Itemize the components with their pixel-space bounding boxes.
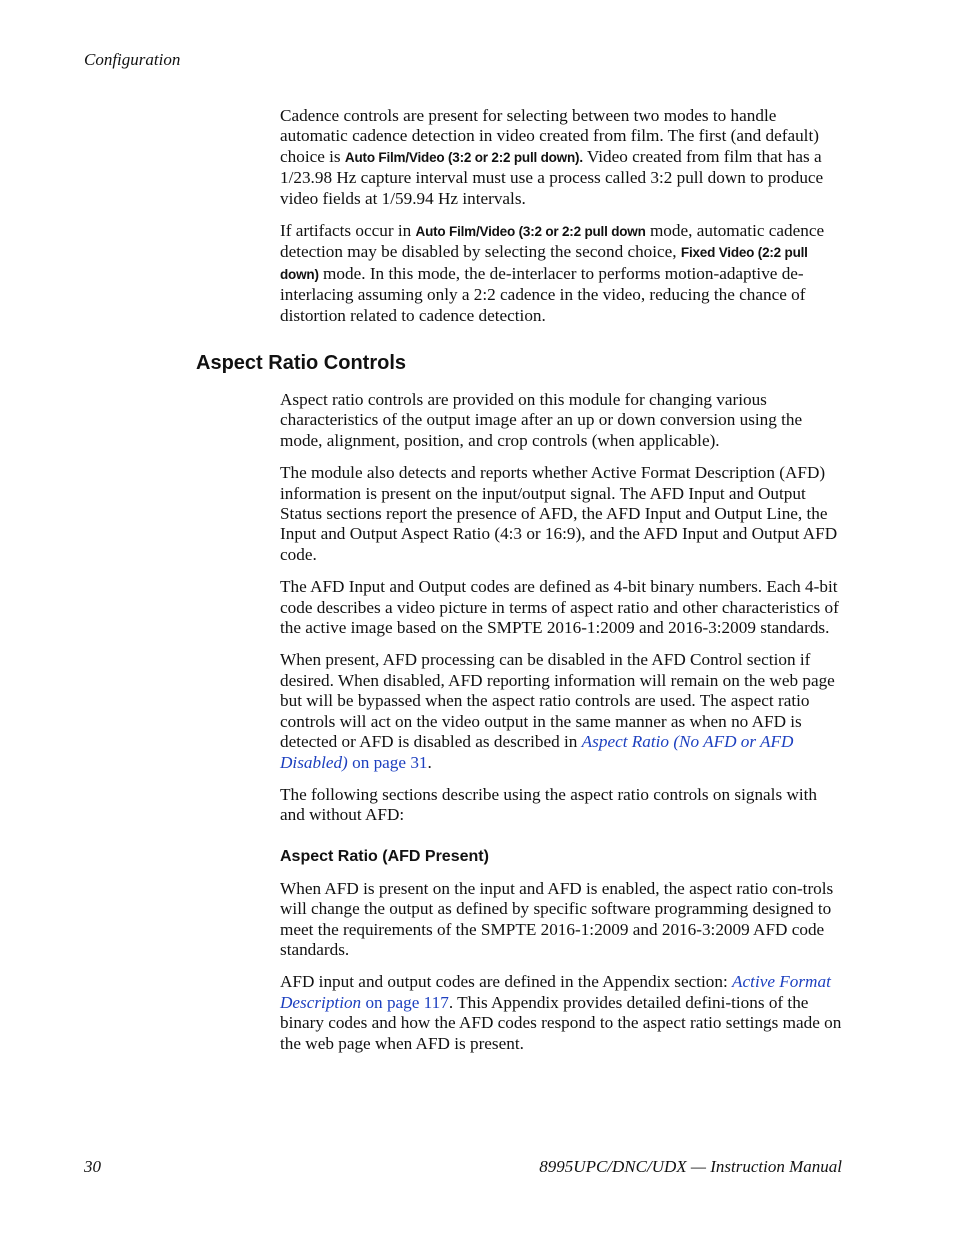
section-paragraph-1: Aspect ratio controls are provided on this module for changing various characteristics of the output image after an up or down conversion using the mode, alignment, position, and crop controls (when applicable). bbox=[280, 390, 803, 450]
link-active-format-description[interactable]: Active Format Description on page 117 bbox=[280, 972, 831, 1012]
page-number: 30 bbox=[84, 1157, 101, 1176]
running-head: Configuration bbox=[84, 50, 181, 69]
manual-title: 8995UPC/DNC/UDX — Instruction Manual bbox=[539, 1157, 842, 1176]
section-paragraph-4: When present, AFD processing can be disabled in the AFD Control section if desired. When disabled, AFD reporting information will remain on the web page but will be bypassed when the aspect ratio controls are used. The aspect ratio controls will act on the video output in the same manner as when no AFD is detected or AFD is disabled as described in Aspect Ratio (No AFD or AFD Disabled) on page 31. bbox=[280, 650, 835, 772]
section-paragraph-3: The AFD Input and Output codes are defined as 4-bit binary numbers. Each 4-bit code describes a video picture in terms of aspect ratio and other characteristics of the active image based on the SMPTE 2016-1:2009 and 2016-3:2009 standards. bbox=[280, 577, 839, 638]
ui-term-fixed-video: Fixed Video (2:2 pull down) bbox=[280, 245, 808, 282]
ui-term-auto-film-video-2: Auto Film/Video (3:2 or 2:2 pull down bbox=[415, 224, 646, 240]
subsection-heading: Aspect Ratio (AFD Present) bbox=[280, 847, 489, 865]
section-heading: Aspect Ratio Controls bbox=[196, 352, 407, 374]
section-paragraph-5: The following sections describe using the aspect ratio controls on signals with and without AFD: bbox=[280, 784, 818, 825]
body-column bbox=[280, 106, 842, 338]
subsection-paragraph-1: When AFD is present on the input and AFD is enabled, the aspect ratio con-trols will change the output as defined by specific software programming designed to meet the requirements of the SMPTE 2016-1:2009 and 2016-3:2009 AFD code standards. bbox=[280, 878, 834, 959]
section-paragraph-2: The module also detects and reports whether Active Format Description (AFD) information is present on the input/output signal. The AFD Input and Output Status sections report the presence of AFD, the AFD Input and Output Line, the Input and Output Aspect Ratio (4:3 or 16:9), and the AFD Input and Output AFD code. bbox=[280, 463, 838, 564]
subsection-paragraph-2: AFD input and output codes are defined in the Appendix section: Active Format Description on page 117. This Appendix provides detailed defini-tions of the binary codes and how the AFD codes respond to the aspect ratio settings made on the web page when AFD is present. bbox=[280, 972, 842, 1053]
section-body bbox=[280, 390, 842, 1066]
link-aspect-ratio-no-afd[interactable]: Aspect Ratio (No AFD or AFD Disabled) on page 31 bbox=[280, 732, 794, 772]
intro-paragraph-2: If artifacts occur in Auto Film/Video (3:2 or 2:2 pull down mode, automatic cadence detection may be disabled by selecting the second choice, Fixed Video (2:2 pull down) mode. In this mode, the de-interlacer to performs motion-adaptive de-interlacing assuming only a 2:2 cadence in the video, reducing the chance of distortion related to cadence detection. bbox=[280, 221, 825, 325]
ui-term-auto-film-video: Auto Film/Video (3:2 or 2:2 pull down). bbox=[344, 149, 583, 165]
intro-paragraph-1: Cadence controls are present for selecting between two modes to handle automatic cadence detection in video created from film. The first (and default) choice is Auto Film/Video (3:2 or 2:2 pull down). Video created from film that has a 1/23.98 Hz capture interval must use a process called 3:2 pull down to produce video fields at 1/59.94 Hz intervals. bbox=[280, 106, 824, 208]
